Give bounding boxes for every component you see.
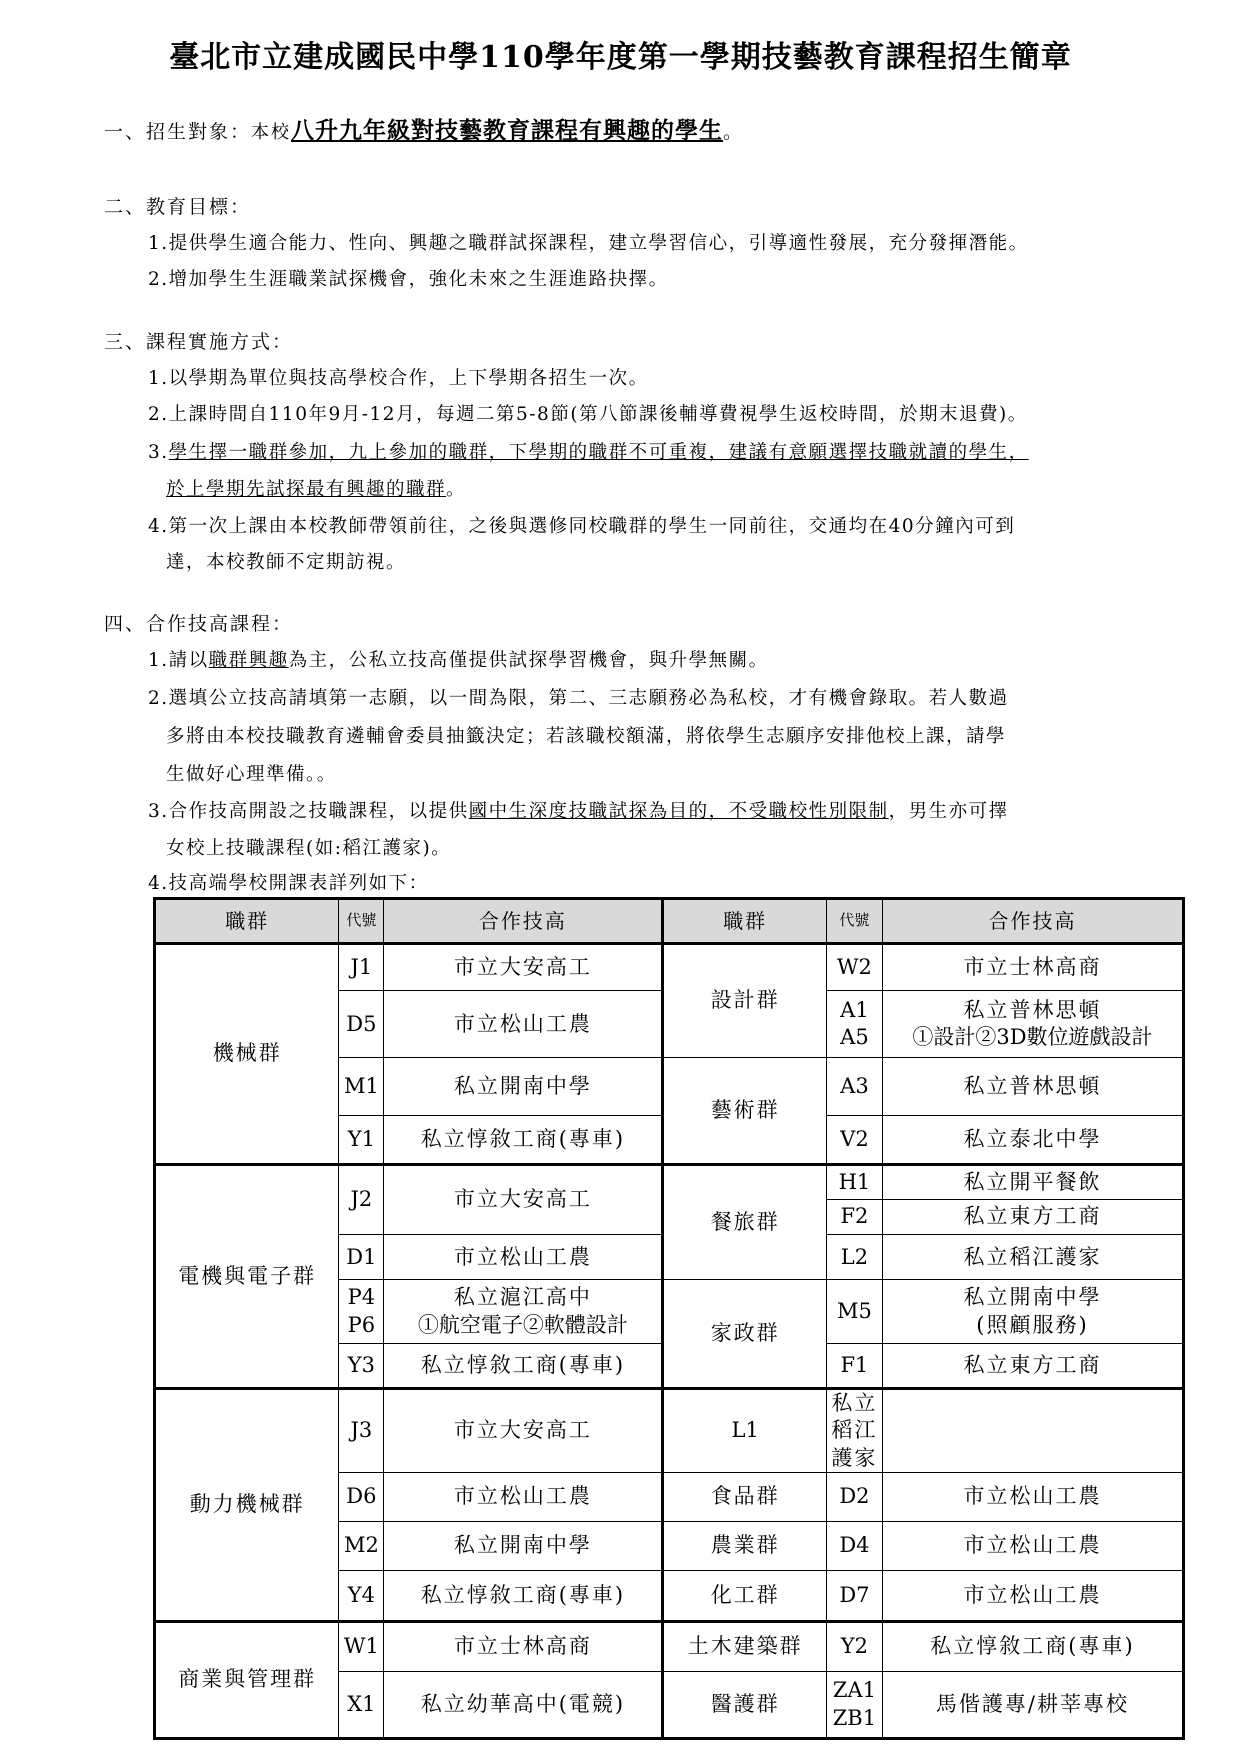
school-cell: 私立普林思頓 [882, 1058, 1183, 1116]
school-cell [384, 1280, 663, 1344]
underlined-text: 於上學期先試探最有興趣的職群 [166, 479, 447, 500]
code-cell [826, 991, 882, 1058]
code-line: A1 [840, 998, 869, 1022]
partner-item [148, 646, 769, 672]
text: 1.請以 [148, 650, 209, 671]
implementation-item: 2.上課時間自110年9月-12月，每週二第5-8節(第八節課後輔導費視學生返校時間，於期末退費)。 [148, 404, 1028, 425]
section-partner-schools-heading: 四、合作技高課程： [104, 613, 294, 635]
cluster-cell: 動力機械群 [155, 1388, 339, 1621]
implementation-item-continued: 達，本校教師不定期訪視。 [166, 552, 407, 573]
code-cell: X1 [339, 1672, 384, 1739]
cluster-cell: 醫護群 [663, 1672, 827, 1739]
partner-item: 4.技高端學校開課表詳列如下： [148, 873, 429, 894]
school-cell: 市立松山工農 [384, 1234, 663, 1279]
school-line: 私立普林思頓 [963, 998, 1102, 1022]
code-cell: D5 [339, 991, 384, 1058]
section-admission-target [104, 112, 744, 145]
cluster-cell: 家政群 [663, 1280, 827, 1388]
code-cell: H1 [826, 1165, 882, 1199]
code-cell: A3 [826, 1058, 882, 1116]
code-cell: Y3 [339, 1344, 384, 1388]
school-cell: 市立松山工農 [882, 1473, 1183, 1521]
code-cell: V2 [826, 1115, 882, 1165]
table-row [155, 1388, 1184, 1473]
code-cell: Y4 [339, 1571, 384, 1622]
code-cell: D1 [339, 1234, 384, 1279]
code-cell: J1 [339, 944, 384, 991]
school-cell: 市立松山工農 [882, 1521, 1183, 1571]
code-cell [339, 1280, 384, 1344]
table-row [155, 1621, 1184, 1672]
underlined-text: 學生擇一職群參加，九上參加的職群，下學期的職群不可重複，建議有意願選擇技職就讀的學生， [168, 442, 1029, 463]
goal-item: 1.提供學生適合能力、性向、興趣之職群試探課程，建立學習信心，引導適性發展，充分發揮潛能。 [148, 233, 1029, 254]
partner-item-continued: 女校上技職課程(如:稻江護家)。 [166, 838, 452, 859]
code-cell: F1 [826, 1344, 882, 1388]
cluster-cell: 商業與管理群 [155, 1621, 339, 1738]
text: 為主，公私立技高僅提供試探學習機會，與升學無關。 [288, 650, 769, 671]
section-implementation-heading: 三、課程實施方式： [104, 331, 294, 353]
header-school: 合作技高 [384, 899, 663, 944]
school-cell: 私立惇敘工商(專車) [384, 1344, 663, 1388]
code-cell: Y2 [826, 1621, 882, 1672]
school-cell: 市立大安高工 [384, 1388, 663, 1473]
school-cell: 私立東方工商 [882, 1199, 1183, 1234]
table-row [155, 1165, 1184, 1199]
text: 3.合作技高開設之技職課程，以提供 [148, 801, 469, 822]
implementation-item: 4.第一次上課由本校教師帶領前往，之後與選修同校職群的學生一同前往，交通均在40分鐘內可到 [148, 516, 1016, 537]
code-cell: M5 [826, 1280, 882, 1344]
school-cell: 私立泰北中學 [882, 1115, 1183, 1165]
code-cell: W2 [826, 944, 882, 991]
school-cell: 私立開平餐飲 [882, 1165, 1183, 1199]
school-cell: 私立稻江護家 [882, 1234, 1183, 1279]
school-cell: 市立士林高商 [384, 1621, 663, 1672]
code-cell: W1 [339, 1621, 384, 1672]
school-cell: 私立東方工商 [882, 1344, 1183, 1388]
code-cell: Y1 [339, 1115, 384, 1165]
school-cell: 私立開南中學 [384, 1521, 663, 1571]
school-cell: 市立士林高商 [882, 944, 1183, 991]
document-title: 臺北市立建成國民中學110學年度第一學期技藝教育課程招生簡章 [169, 40, 1072, 75]
school-line: 私立開南中學 [963, 1285, 1102, 1310]
course-table [153, 897, 1185, 1740]
line-end: 。 [446, 479, 467, 500]
target-suffix: 。 [723, 121, 745, 143]
code-line: ZB1 [832, 1705, 877, 1730]
school-cell: 私立惇敘工商(專車) [882, 1621, 1183, 1672]
cluster-cell: 土木建築群 [663, 1621, 827, 1672]
item-number: 3. [148, 442, 169, 463]
code-cell: J2 [339, 1165, 384, 1235]
section-heading: 一、招生對象： [104, 121, 252, 143]
partner-item-continued: 多將由本校技職教育遴輔會委員抽籤決定；若該職校額滿，將依學生志願序安排他校上課，請學 [166, 726, 1007, 747]
header-cluster: 職群 [155, 899, 339, 944]
school-cell: 私立惇敘工商(專車) [384, 1115, 663, 1165]
school-line: ①設計②3D數位遊戲設計 [912, 1025, 1153, 1050]
school-cell [882, 1280, 1183, 1344]
cluster-cell: 化工群 [663, 1571, 827, 1622]
cluster-cell: 設計群 [663, 944, 827, 1058]
school-line: ①航空電子②軟體設計 [417, 1312, 628, 1337]
table-row [155, 944, 1184, 991]
school-cell: 馬偕護專/耕莘專校 [882, 1672, 1183, 1739]
cluster-cell: 機械群 [155, 944, 339, 1165]
implementation-item: 1.以學期為單位與技高學校合作，上下學期各招生一次。 [148, 368, 649, 389]
header-school: 合作技高 [882, 899, 1183, 944]
school-cell: 市立大安高工 [384, 1165, 663, 1235]
table-header-row [155, 899, 1184, 944]
partner-item: 2.選填公立技高請填第一志願，以一間為限，第二、三志願務必為私校，才有機會錄取。若人數過 [148, 688, 1009, 709]
code-line: ZA1 [832, 1678, 876, 1703]
school-cell: 私立惇敘工商(專車) [384, 1571, 663, 1622]
section-education-goals-heading: 二、教育目標： [104, 196, 252, 218]
cluster-cell: 餐旅群 [663, 1165, 827, 1280]
header-code: 代號 [339, 899, 384, 944]
cluster-cell: 食品群 [663, 1473, 827, 1521]
code-line: P4 [347, 1285, 376, 1310]
school-cell: 私立開南中學 [384, 1058, 663, 1116]
target-prefix: 本校 [251, 122, 292, 143]
code-cell: D7 [826, 1571, 882, 1622]
underlined-text: 職群興趣 [208, 650, 289, 671]
school-cell [882, 991, 1183, 1058]
school-line: 私立滬江高中 [453, 1285, 592, 1310]
code-cell: J3 [339, 1388, 384, 1473]
school-cell: 市立松山工農 [882, 1571, 1183, 1622]
text: ，男生亦可擇 [888, 801, 1009, 822]
school-cell: 市立大安高工 [384, 944, 663, 991]
code-cell [826, 1672, 882, 1739]
code-cell: M1 [339, 1058, 384, 1116]
code-cell: L1 [663, 1388, 827, 1473]
underlined-text: 國中生深度技職試探為目的，不受職校性別限制 [468, 801, 889, 822]
header-code: 代號 [826, 899, 882, 944]
school-cell: 市立松山工農 [384, 1473, 663, 1521]
partner-item [148, 797, 1009, 823]
school-cell: 私立幼華高中(電競) [384, 1672, 663, 1739]
header-cluster: 職群 [663, 899, 827, 944]
implementation-item-continued [166, 475, 466, 501]
code-line: A5 [840, 1025, 869, 1050]
code-cell: M2 [339, 1521, 384, 1571]
goal-item: 2.增加學生生涯職業試探機會，強化未來之生涯進路抉擇。 [148, 269, 669, 290]
cluster-cell: 藝術群 [663, 1058, 827, 1165]
school-line: (照顧服務) [976, 1312, 1089, 1337]
school-cell: 私立稻江護家 [826, 1388, 882, 1473]
code-cell: L2 [826, 1234, 882, 1279]
partner-item-continued: 生做好心理準備。。 [166, 764, 337, 785]
target-students: 八升九年級對技藝教育課程有興趣的學生 [291, 117, 724, 144]
code-cell: D2 [826, 1473, 882, 1521]
cluster-cell: 電機與電子群 [155, 1165, 339, 1388]
code-cell: D4 [826, 1521, 882, 1571]
code-line: P6 [347, 1312, 376, 1337]
school-cell: 市立松山工農 [384, 991, 663, 1058]
code-cell: D6 [339, 1473, 384, 1521]
code-cell: F2 [826, 1199, 882, 1234]
cluster-cell: 農業群 [663, 1521, 827, 1571]
implementation-item [148, 438, 1029, 464]
